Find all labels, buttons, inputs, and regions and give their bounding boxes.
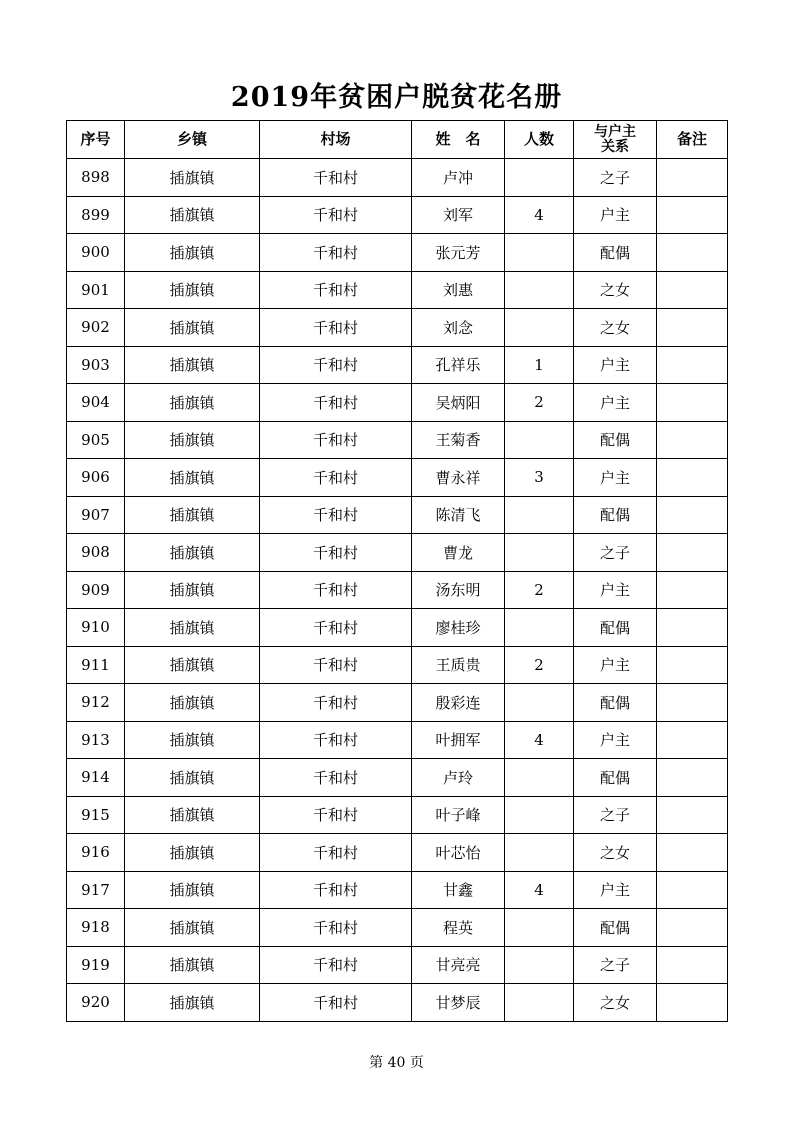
cell-count [505,796,574,834]
cell-relation: 配偶 [574,234,657,272]
cell-village: 千和村 [260,309,412,347]
cell-name: 叶芯怡 [412,834,505,872]
header-relation-line2: 关系 [601,138,629,155]
table-body [67,159,728,1022]
cell-town: 插旗镇 [125,421,260,459]
cell-count: 4 [505,871,574,909]
cell-count [505,159,574,197]
cell-village: 千和村 [260,984,412,1022]
cell-serial: 902 [67,309,125,347]
cell-name: 刘念 [412,309,505,347]
cell-remarks [657,984,728,1022]
cell-relation: 配偶 [574,909,657,947]
cell-village: 千和村 [260,721,412,759]
cell-name: 陈清飞 [412,496,505,534]
cell-town: 插旗镇 [125,271,260,309]
cell-town: 插旗镇 [125,534,260,572]
cell-relation: 之子 [574,796,657,834]
cell-village: 千和村 [260,759,412,797]
table-row [67,309,728,347]
cell-village: 千和村 [260,871,412,909]
cell-count [505,909,574,947]
cell-remarks [657,346,728,384]
cell-relation: 户主 [574,571,657,609]
cell-remarks [657,309,728,347]
cell-name: 刘军 [412,196,505,234]
cell-village: 千和村 [260,646,412,684]
cell-count [505,834,574,872]
header-relation-line1: 与户主 [594,123,636,140]
cell-name: 张元芳 [412,234,505,272]
table-row [67,684,728,722]
cell-name: 王质贵 [412,646,505,684]
cell-relation: 户主 [574,721,657,759]
cell-serial: 920 [67,984,125,1022]
cell-town: 插旗镇 [125,196,260,234]
cell-serial: 904 [67,384,125,422]
cell-remarks [657,271,728,309]
cell-town: 插旗镇 [125,384,260,422]
cell-count [505,496,574,534]
cell-serial: 899 [67,196,125,234]
header-relation [574,121,657,159]
cell-village: 千和村 [260,459,412,497]
cell-town: 插旗镇 [125,609,260,647]
cell-serial: 919 [67,946,125,984]
cell-count: 2 [505,646,574,684]
cell-town: 插旗镇 [125,796,260,834]
page-title: 2019年贫困户脱贫花名册 [230,82,563,113]
cell-count: 4 [505,196,574,234]
cell-count [505,946,574,984]
table-row [67,159,728,197]
table-row [67,271,728,309]
table-row [67,384,728,422]
cell-relation: 之女 [574,984,657,1022]
table-row [67,346,728,384]
cell-serial: 905 [67,421,125,459]
cell-remarks [657,196,728,234]
cell-name: 汤东明 [412,571,505,609]
cell-relation: 配偶 [574,421,657,459]
cell-town: 插旗镇 [125,159,260,197]
table-row [67,609,728,647]
cell-serial: 906 [67,459,125,497]
cell-village: 千和村 [260,571,412,609]
cell-count [505,271,574,309]
cell-remarks [657,871,728,909]
header-serial: 序号 [67,121,125,159]
cell-name: 孔祥乐 [412,346,505,384]
cell-serial: 916 [67,834,125,872]
cell-town: 插旗镇 [125,234,260,272]
cell-village: 千和村 [260,421,412,459]
cell-village: 千和村 [260,271,412,309]
cell-village: 千和村 [260,346,412,384]
cell-town: 插旗镇 [125,721,260,759]
cell-village: 千和村 [260,684,412,722]
cell-relation: 之女 [574,271,657,309]
cell-relation: 之子 [574,946,657,984]
cell-relation: 之女 [574,834,657,872]
header-town: 乡镇 [125,121,260,159]
header-count: 人数 [505,121,574,159]
cell-relation: 配偶 [574,496,657,534]
cell-village: 千和村 [260,909,412,947]
cell-count: 2 [505,571,574,609]
cell-name: 甘梦辰 [412,984,505,1022]
cell-count [505,759,574,797]
table-row [67,234,728,272]
cell-count [505,984,574,1022]
cell-name: 甘鑫 [412,871,505,909]
cell-serial: 918 [67,909,125,947]
cell-remarks [657,909,728,947]
cell-village: 千和村 [260,834,412,872]
cell-town: 插旗镇 [125,984,260,1022]
cell-remarks [657,834,728,872]
table-row [67,534,728,572]
header-name: 姓 名 [412,121,505,159]
cell-name: 王菊香 [412,421,505,459]
cell-count: 1 [505,346,574,384]
cell-remarks [657,159,728,197]
table-row [67,834,728,872]
cell-serial: 898 [67,159,125,197]
cell-town: 插旗镇 [125,309,260,347]
cell-town: 插旗镇 [125,346,260,384]
cell-count [505,234,574,272]
cell-village: 千和村 [260,796,412,834]
table-row [67,871,728,909]
cell-relation: 户主 [574,196,657,234]
cell-remarks [657,646,728,684]
cell-name: 吴炳阳 [412,384,505,422]
table-row [67,946,728,984]
cell-village: 千和村 [260,384,412,422]
cell-remarks [657,796,728,834]
cell-town: 插旗镇 [125,684,260,722]
cell-village: 千和村 [260,159,412,197]
cell-serial: 914 [67,759,125,797]
cell-relation: 配偶 [574,684,657,722]
cell-remarks [657,496,728,534]
table-row [67,646,728,684]
cell-serial: 901 [67,271,125,309]
cell-name: 叶子峰 [412,796,505,834]
cell-remarks [657,534,728,572]
cell-count: 2 [505,384,574,422]
cell-relation: 户主 [574,384,657,422]
cell-remarks [657,759,728,797]
cell-serial: 915 [67,796,125,834]
cell-remarks [657,384,728,422]
cell-name: 叶拥军 [412,721,505,759]
table-row [67,909,728,947]
roster-table [66,120,728,1022]
cell-serial: 907 [67,496,125,534]
cell-remarks [657,946,728,984]
cell-count [505,534,574,572]
cell-town: 插旗镇 [125,459,260,497]
cell-remarks [657,234,728,272]
table-row [67,721,728,759]
cell-remarks [657,421,728,459]
cell-remarks [657,459,728,497]
cell-town: 插旗镇 [125,946,260,984]
cell-relation: 户主 [574,646,657,684]
cell-town: 插旗镇 [125,759,260,797]
cell-village: 千和村 [260,234,412,272]
page-number: 第 40 页 [369,1055,424,1071]
cell-town: 插旗镇 [125,646,260,684]
cell-town: 插旗镇 [125,909,260,947]
cell-count [505,684,574,722]
cell-count: 4 [505,721,574,759]
cell-name: 甘亮亮 [412,946,505,984]
cell-town: 插旗镇 [125,571,260,609]
cell-serial: 903 [67,346,125,384]
table-header-row [67,121,728,159]
cell-village: 千和村 [260,609,412,647]
table-row [67,459,728,497]
cell-serial: 913 [67,721,125,759]
cell-count [505,609,574,647]
table-row [67,984,728,1022]
cell-name: 程英 [412,909,505,947]
cell-name: 曹永祥 [412,459,505,497]
table-row [67,196,728,234]
table-row [67,759,728,797]
cell-village: 千和村 [260,196,412,234]
cell-relation: 之子 [574,159,657,197]
cell-village: 千和村 [260,946,412,984]
cell-serial: 909 [67,571,125,609]
cell-relation: 户主 [574,871,657,909]
cell-village: 千和村 [260,534,412,572]
cell-name: 刘惠 [412,271,505,309]
cell-count [505,421,574,459]
cell-relation: 配偶 [574,759,657,797]
header-village: 村场 [260,121,412,159]
cell-serial: 911 [67,646,125,684]
cell-village: 千和村 [260,496,412,534]
cell-relation: 配偶 [574,609,657,647]
cell-relation: 户主 [574,459,657,497]
cell-count [505,309,574,347]
cell-serial: 900 [67,234,125,272]
cell-remarks [657,571,728,609]
cell-relation: 之子 [574,534,657,572]
table-row [67,571,728,609]
cell-town: 插旗镇 [125,834,260,872]
cell-town: 插旗镇 [125,871,260,909]
header-remarks: 备注 [657,121,728,159]
cell-town: 插旗镇 [125,496,260,534]
cell-name: 殷彩连 [412,684,505,722]
cell-remarks [657,721,728,759]
cell-remarks [657,684,728,722]
cell-name: 曹龙 [412,534,505,572]
table-row [67,421,728,459]
cell-remarks [657,609,728,647]
cell-serial: 912 [67,684,125,722]
cell-relation: 之女 [574,309,657,347]
cell-name: 卢玲 [412,759,505,797]
cell-serial: 910 [67,609,125,647]
table-row [67,496,728,534]
cell-count: 3 [505,459,574,497]
table-row [67,796,728,834]
cell-serial: 917 [67,871,125,909]
cell-serial: 908 [67,534,125,572]
cell-relation: 户主 [574,346,657,384]
cell-name: 卢冲 [412,159,505,197]
cell-name: 廖桂珍 [412,609,505,647]
